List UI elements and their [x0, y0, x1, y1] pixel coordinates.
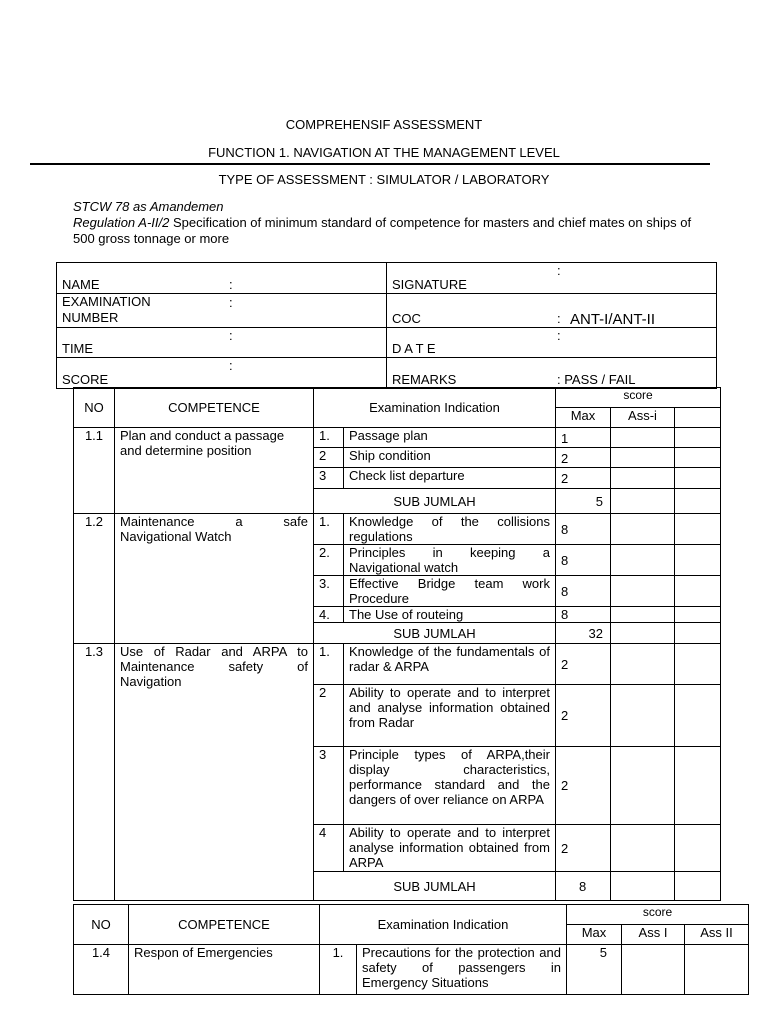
item-text: Knowledge of the fundamentals of radar & ARPA: [344, 644, 556, 685]
item-text: Ability to operate and to interpret analyse information obtained from ARPA: [344, 825, 556, 872]
time-colon: :: [229, 328, 233, 343]
subtotal-label: SUB JUMLAH: [314, 872, 556, 901]
header-blank: [675, 408, 721, 428]
score-cell: [57, 358, 387, 389]
header-score: score: [567, 905, 749, 925]
document-title: COMPREHENSIF ASSESSMENT: [285, 117, 483, 132]
item-ass: [611, 644, 675, 685]
assessment-type: TYPE OF ASSESSMENT : SIMULATOR / LABORATORY: [218, 172, 550, 187]
signature-label: SIGNATURE: [392, 277, 467, 292]
candidate-info-table: [56, 262, 717, 389]
item-text: Passage plan: [344, 428, 556, 448]
item-number: 2: [314, 448, 344, 468]
header-no: NO: [74, 905, 129, 945]
item-number: 1.: [314, 644, 344, 685]
subtotal-value: 32: [556, 623, 611, 644]
subtotal-value: 8: [556, 872, 611, 901]
item-ass-2: [685, 945, 749, 995]
item-text: Principles in keeping a Navigational watch: [344, 545, 556, 576]
item-max: 8: [556, 576, 611, 607]
stcw-line: STCW 78 as Amandemen: [73, 199, 224, 214]
date-cell: [387, 328, 717, 358]
subtotal-blank: [675, 489, 721, 514]
regulation-ref: Regulation A-II/2: [73, 215, 170, 230]
item-blank: [675, 607, 721, 623]
subtotal-ass: [611, 489, 675, 514]
coc-colon: :: [557, 311, 561, 326]
time-label: TIME: [62, 341, 94, 356]
header-exam-indication: Examination Indication: [314, 388, 556, 428]
item-max: 8: [556, 514, 611, 545]
remarks-value: : PASS / FAIL: [557, 372, 636, 387]
item-max: 2: [556, 644, 611, 685]
item-blank: [675, 545, 721, 576]
item-text: The Use of routeing: [344, 607, 556, 623]
item-max: 2: [556, 468, 611, 489]
date-label: D A T E: [392, 341, 436, 356]
item-blank: [675, 747, 721, 825]
item-blank: [675, 468, 721, 489]
item-blank: [675, 576, 721, 607]
subtotal-value: 5: [556, 489, 611, 514]
item-max: 2: [556, 747, 611, 825]
group-competence: Maintenance a safe Navigational Watch: [115, 514, 314, 644]
item-max: 2: [556, 685, 611, 747]
item-ass: [611, 576, 675, 607]
group-competence: Use of Radar and ARPA to Maintenance safety of Navigation: [115, 644, 314, 901]
header-ass-2: Ass II: [685, 925, 749, 945]
remarks-label: REMARKS: [392, 372, 457, 387]
remarks-cell: [387, 358, 717, 389]
header-divider: [30, 163, 710, 165]
exam-number-label: EXAMINATION NUMBER: [62, 294, 151, 325]
item-blank: [675, 644, 721, 685]
header-max: Max: [567, 925, 622, 945]
item-text: Ship condition: [344, 448, 556, 468]
signature-cell: [387, 263, 717, 294]
header-competence: COMPETENCE: [115, 388, 314, 428]
coc-label: COC: [392, 311, 421, 326]
stcw-reference: [73, 199, 713, 247]
score-label: SCORE: [62, 372, 109, 387]
header-ass-1: Ass I: [622, 925, 685, 945]
name-label: NAME: [62, 277, 100, 292]
item-number: 3.: [314, 576, 344, 607]
item-number: 1.: [314, 514, 344, 545]
group-competence: Respon of Emergencies: [129, 945, 320, 995]
subtotal-ass: [611, 872, 675, 901]
subtotal-label: SUB JUMLAH: [314, 489, 556, 514]
item-text: Knowledge of the collisions regulations: [344, 514, 556, 545]
name-colon: :: [229, 277, 233, 292]
item-max: 2: [556, 825, 611, 872]
item-number: 1.: [314, 428, 344, 448]
assessment-table-1: [73, 387, 721, 901]
group-competence: Plan and conduct a passage and determine position: [115, 428, 314, 514]
header-exam-indication: Examination Indication: [320, 905, 567, 945]
subtotal-label: SUB JUMLAH: [314, 623, 556, 644]
item-text: Check list departure: [344, 468, 556, 489]
item-ass: [611, 468, 675, 489]
item-ass: [611, 514, 675, 545]
score-colon: :: [229, 358, 233, 373]
function-title: FUNCTION 1. NAVIGATION AT THE MANAGEMENT LEVEL: [208, 145, 560, 160]
item-max: 8: [556, 545, 611, 576]
time-cell: [57, 328, 387, 358]
item-ass: [611, 685, 675, 747]
subtotal-ass: [611, 623, 675, 644]
item-ass: [611, 825, 675, 872]
item-blank: [675, 825, 721, 872]
assessment-table-2: [73, 904, 749, 995]
item-ass: [611, 607, 675, 623]
item-number: 2: [314, 685, 344, 747]
header-max: Max: [556, 408, 611, 428]
item-number: 2.: [314, 545, 344, 576]
subtotal-blank: [675, 623, 721, 644]
group-no: 1.2: [74, 514, 115, 644]
exam-number-cell: [57, 294, 387, 328]
item-blank: [675, 514, 721, 545]
item-text: Effective Bridge team work Procedure: [344, 576, 556, 607]
signature-colon: :: [557, 263, 561, 278]
item-number: 4.: [314, 607, 344, 623]
group-no: 1.3: [74, 644, 115, 901]
name-cell: [57, 263, 387, 294]
header-no: NO: [74, 388, 115, 428]
item-blank: [675, 685, 721, 747]
item-ass-1: [622, 945, 685, 995]
item-ass: [611, 747, 675, 825]
group-no: 1.1: [74, 428, 115, 514]
coc-value: ANT-I/ANT-II: [570, 311, 656, 328]
header-ass-i: Ass-i: [611, 408, 675, 428]
item-number: 1.: [320, 945, 357, 995]
date-colon: :: [557, 328, 561, 343]
item-ass: [611, 448, 675, 468]
item-ass: [611, 428, 675, 448]
item-max: 2: [556, 448, 611, 468]
group-no: 1.4: [74, 945, 129, 995]
coc-cell: [387, 294, 717, 328]
item-ass: [611, 545, 675, 576]
item-number: 4: [314, 825, 344, 872]
item-blank: [675, 448, 721, 468]
item-max: 1: [556, 428, 611, 448]
subtotal-blank: [675, 872, 721, 901]
item-number: 3: [314, 747, 344, 825]
header-competence: COMPETENCE: [129, 905, 320, 945]
item-text: Ability to operate and to interpret and analyse information obtained from Radar: [344, 685, 556, 747]
item-text: Principle types of ARPA,their display characteristics, performance standard and the dangers of over reliance on ARPA: [344, 747, 556, 825]
item-max: 8: [556, 607, 611, 623]
item-number: 3: [314, 468, 344, 489]
regulation-spec: Specification of minimum standard of competence for masters and chief mates on ships of 500 gross tonnage or more: [73, 215, 692, 246]
item-text: Precautions for the protection and safety of passengers in Emergency Situations: [357, 945, 567, 995]
exam-number-colon: :: [229, 295, 233, 310]
header-score: score: [556, 388, 721, 408]
item-max: 5: [567, 945, 622, 995]
item-blank: [675, 428, 721, 448]
